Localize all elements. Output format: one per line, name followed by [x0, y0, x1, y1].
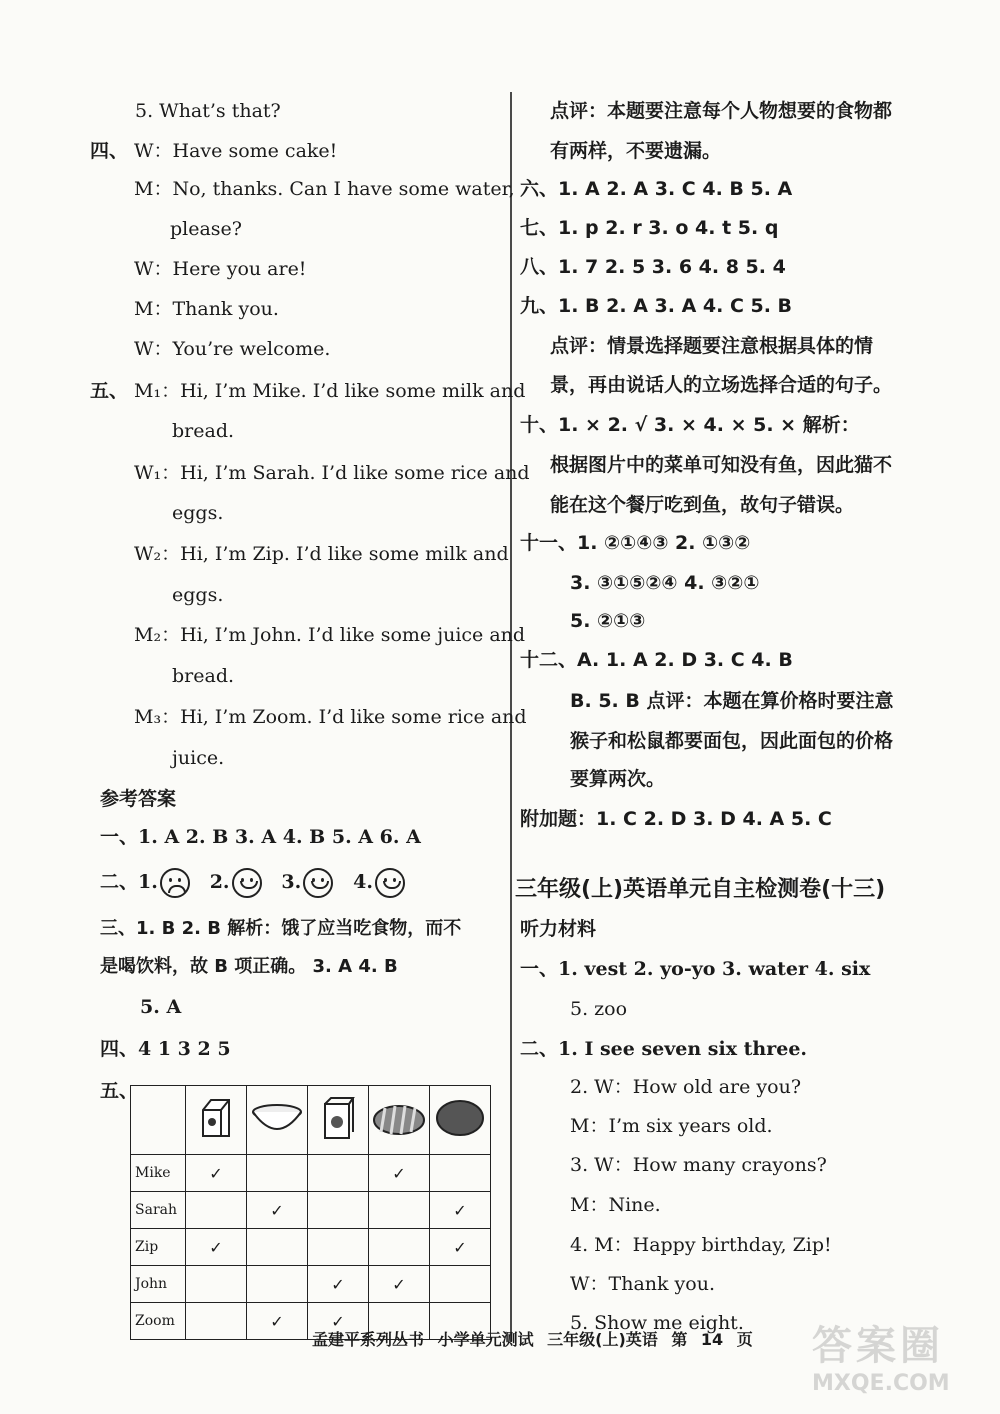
dialogue-line: juice.: [172, 747, 225, 769]
answer-line: 三、1. B 2. B 解析：饿了应当吃食物，而不: [100, 918, 462, 939]
dialogue-line: M₂：Hi, I’m John. I’d like some juice and: [134, 624, 526, 646]
table-cell: [247, 1155, 308, 1192]
table-cell: [430, 1266, 491, 1303]
answer-line: 3. ③①⑤②④ 4. ③②①: [570, 572, 760, 594]
answer-line: 一、1. A 2. B 3. A 4. B 5. A 6. A: [100, 826, 421, 848]
row-name: Sarah: [131, 1192, 186, 1229]
answer-line: 四、4 1 3 2 5: [100, 1038, 231, 1060]
table-cell: [247, 1266, 308, 1303]
happy-face-icon: [232, 868, 262, 898]
listening-line: 4. M：Happy birthday, Zip!: [570, 1234, 832, 1256]
listening-line: 二、1. I see seven six three.: [520, 1038, 808, 1060]
answer-line: 附加题：1. C 2. D 3. D 4. A 5. C: [520, 808, 832, 830]
milk-carton-icon: [186, 1086, 247, 1155]
happy-face-icon: [375, 868, 405, 898]
dialogue-line: M：No, thanks. Can I have some water,: [134, 178, 515, 200]
line-whats-that: 5. What’s that?: [135, 100, 281, 122]
table-cell: ✓: [308, 1303, 369, 1340]
table-cell: ✓: [186, 1229, 247, 1266]
listening-line: 一、1. vest 2. yo-yo 3. water 4. six: [520, 958, 871, 980]
answer-num: 4.: [353, 871, 373, 893]
dialogue-line: W₁：Hi, I’m Sarah. I’d like some rice and: [134, 462, 530, 484]
page-footer: 孟建平系列丛书 小学单元测试 三年级(上)英语 第 14 页: [312, 1330, 753, 1349]
table-cell: [369, 1229, 430, 1266]
rice-bowl-icon: [247, 1086, 308, 1155]
answer-line: 六、1. A 2. A 3. C 4. B 5. A: [520, 178, 793, 200]
table-row: [131, 1229, 491, 1266]
answer-line: 九、1. B 2. A 3. A 4. C 5. B: [520, 295, 793, 317]
listening-line: M：I’m six years old.: [570, 1115, 773, 1137]
dialogue-line: bread.: [172, 665, 235, 687]
table-cell: [186, 1266, 247, 1303]
comment-line: 点评：情景选择题要注意根据具体的情: [550, 335, 874, 357]
listening-line: 2. W：How old are you?: [570, 1076, 802, 1098]
answer-num: 3.: [281, 871, 302, 893]
table-cell: [186, 1303, 247, 1340]
answer-line: 十二、A. 1. A 2. D 3. C 4. B: [520, 649, 793, 671]
row-name: John: [131, 1266, 186, 1303]
comment-line: 根据图片中的菜单可知没有鱼，因此猫不: [550, 454, 893, 476]
listening-line: 3. W：How many crayons?: [570, 1154, 827, 1176]
table-cell: ✓: [308, 1266, 369, 1303]
sad-face-icon: [160, 868, 190, 898]
answer-line: 八、1. 7 2. 5 3. 6 4. 8 5. 4: [520, 256, 786, 278]
table-cell: ✓: [247, 1303, 308, 1340]
listening-line: 5. Show me eight.: [570, 1312, 744, 1334]
listening-line: M：Nine.: [570, 1194, 661, 1216]
table-corner: [131, 1086, 186, 1155]
comment-line: 点评：本题要注意每个人物想要的食物都: [550, 100, 893, 122]
answer-prefix: 二、1.: [100, 871, 158, 893]
table-cell: [308, 1229, 369, 1266]
answer-line: 是喝饮料，故 B 项正确。 3. A 4. B: [100, 956, 398, 977]
table-cell: [247, 1229, 308, 1266]
comment-line: 要算两次。: [570, 768, 666, 790]
dialogue-line: W：Have some cake!: [134, 140, 338, 162]
section-5-marker: 五、: [90, 380, 129, 402]
dialogue-line: eggs.: [172, 584, 224, 606]
dialogue-line: W：You’re welcome.: [134, 338, 331, 360]
answer-line: 十、1. × 2. √ 3. × 4. × 5. × 解析：: [520, 414, 860, 436]
dialogue-line: W：Here you are!: [134, 258, 307, 280]
answer-line: B. 5. B 点评：本题在算价格时要注意: [570, 690, 894, 712]
happy-face-icon: [303, 868, 333, 898]
table-cell: ✓: [430, 1192, 491, 1229]
watermark-text: 答案圈: [812, 1323, 944, 1369]
section-5-answer-marker: 五、: [100, 1080, 139, 1102]
table-cell: [308, 1155, 369, 1192]
table-cell: [369, 1192, 430, 1229]
watermark-logo: [812, 1314, 982, 1404]
comment-line: 有两样，不要遗漏。: [550, 140, 722, 162]
dialogue-line: M：Thank you.: [134, 298, 279, 320]
row-name: Mike: [131, 1155, 186, 1192]
section-4-marker: 四、: [90, 140, 129, 162]
dialogue-line: please?: [170, 218, 242, 240]
table-cell: [430, 1155, 491, 1192]
table-header-row: [131, 1086, 491, 1155]
dialogue-line: bread.: [172, 420, 235, 442]
table-row: [131, 1192, 491, 1229]
watermark-url: MXQE.COM: [812, 1371, 950, 1396]
answer-line: 5. A: [140, 996, 182, 1018]
listening-line: W：Thank you.: [570, 1273, 716, 1295]
comment-line: 猴子和松鼠都要面包，因此面包的价格: [570, 730, 894, 752]
dialogue-line: M₁：Hi, I’m Mike. I’d like some milk and: [134, 380, 526, 402]
row-name: Zoom: [131, 1303, 186, 1340]
egg-icon: [430, 1086, 491, 1155]
listening-line: 5. zoo: [570, 998, 628, 1020]
table-cell: ✓: [430, 1229, 491, 1266]
table-cell: ✓: [186, 1155, 247, 1192]
table-cell: ✓: [247, 1192, 308, 1229]
answer-num: 2.: [209, 871, 230, 893]
dialogue-line: W₂：Hi, I’m Zip. I’d like some milk and: [134, 543, 509, 565]
dialogue-line: M₃：Hi, I’m Zoom. I’d like some rice and: [134, 706, 527, 728]
comment-line: 能在这个餐厅吃到鱼，故句子错误。: [550, 494, 855, 516]
table-cell: [308, 1192, 369, 1229]
test-title: 三年级(上)英语单元自主检测卷(十三): [515, 877, 886, 902]
listening-heading: 听力材料: [520, 918, 597, 940]
food-table: [130, 1085, 491, 1340]
dialogue-line: eggs.: [172, 502, 224, 524]
answers-heading: 参考答案: [100, 788, 177, 810]
answer-line: 5. ②①③: [570, 610, 646, 632]
answer-line-faces: [100, 868, 405, 898]
juice-box-icon: [308, 1086, 369, 1155]
answer-line: 七、1. p 2. r 3. o 4. t 5. q: [520, 217, 779, 239]
table-row: [131, 1155, 491, 1192]
comment-line: 景，再由说话人的立场选择合适的句子。: [550, 374, 893, 396]
answer-line: 十一、1. ②①④③ 2. ①③②: [520, 532, 751, 554]
bread-icon: [369, 1086, 430, 1155]
table-row: [131, 1266, 491, 1303]
table-cell: ✓: [369, 1155, 430, 1192]
table-cell: [186, 1192, 247, 1229]
table-cell: ✓: [369, 1266, 430, 1303]
row-name: Zip: [131, 1229, 186, 1266]
